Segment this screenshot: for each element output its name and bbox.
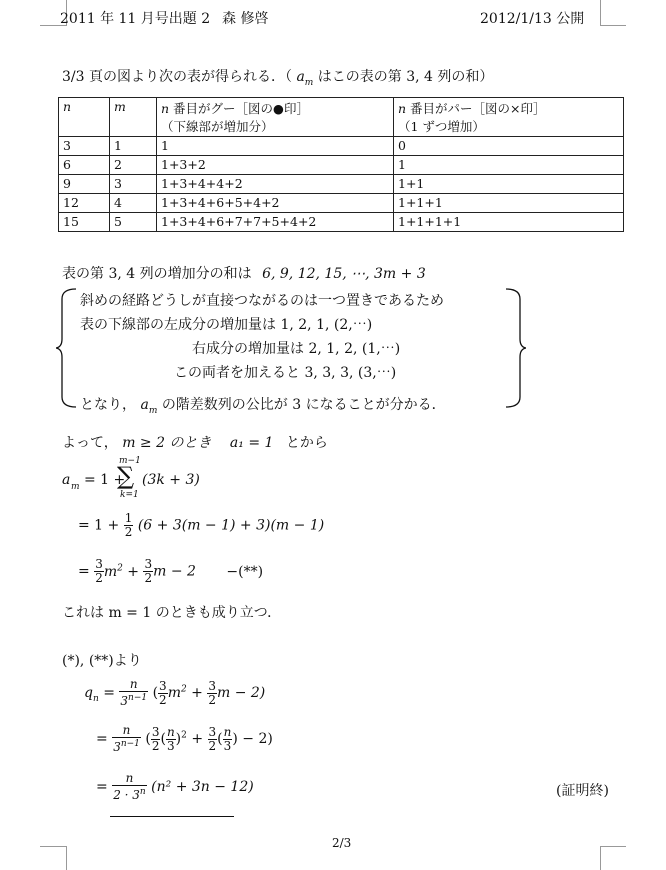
header-left: 2011 年 11 月号出題 2	[60, 11, 211, 27]
crop-mark	[600, 846, 601, 870]
crop-mark	[600, 25, 626, 26]
crop-mark	[66, 846, 67, 870]
intro-text: 3/3 頁の図より次の表が得られる．（ $a_m$ はこの表の第 3, 4 列の和）	[62, 69, 494, 88]
table-row: 6 2 1+3+2 1	[59, 156, 624, 175]
table-header-row	[59, 98, 624, 137]
equation-q2: = $\frac{n}{3^{n-1}}$ ( $\frac{3}{2}$ ( $\frac{n}{3}$ )$^2$ + $\frac{3}{2}$ ( $\frac{n}{3}$ ) − 2)	[96, 723, 273, 754]
qed-label: (証明終)	[556, 783, 609, 799]
brace-line4: この両者を加えると 3, 3, 3, (3,⋯)	[174, 365, 397, 381]
data-table	[58, 97, 624, 232]
header-pa: n 番目がパー［図の×印］ （1 ずつ増加）	[394, 98, 624, 137]
from-line: (*), (**)より	[62, 653, 142, 669]
header-n: n	[59, 98, 110, 137]
crop-mark	[40, 846, 66, 847]
brace-line5: となり， $a_m$ の階差数列の公比が 3 になることが分かる．	[80, 397, 446, 416]
final-underline	[110, 816, 234, 817]
equation-final: = $\frac{n}{2 \cdot 3^n}$ (n² + 3n − 12)	[96, 771, 254, 802]
crop-mark	[600, 0, 601, 26]
bracket-right	[504, 287, 526, 409]
table-row: 3 1 1 0	[59, 137, 624, 156]
crop-mark	[600, 846, 626, 847]
sum-line: 表の第 3, 4 列の増加分の和は 6, 9, 12, 15, ⋯, 3m + 3	[62, 266, 426, 282]
header-gu: n 番目がグー［図の●印］ （下線部が増加分）	[157, 98, 394, 137]
table-row: 12 4 1+3+4+6+5+4+2 1+1+1	[59, 194, 624, 213]
brace-line1: 斜めの経路どうしが直接つながるのは一つ置きであるため	[80, 293, 444, 309]
table-row: 9 3 1+3+4+4+2 1+1	[59, 175, 624, 194]
proof-intro: よって， m ≥ 2 のとき a₁ = 1 とから	[62, 435, 328, 451]
equation-q1: $q_n$ = $\frac{n}{3^{n-1}}$ ( $\frac{3}{2}$ $m^2$ + $\frac{3}{2}$ m − 2)	[84, 677, 266, 708]
header-author: 森 修啓	[222, 11, 269, 27]
table-row: 15 5 1+3+4+6+7+7+5+4+2 1+1+1+1	[59, 213, 624, 232]
equation-result: = $\frac{3}{2}$ $m^2$ + $\frac{3}{2}$ m − 2 −(**)	[78, 557, 264, 585]
page-number: 2/3	[332, 836, 352, 850]
equation-expand: = 1 + $\frac{1}{2}$ (6 + 3(m − 1) + 3)(m − 1)	[78, 511, 325, 539]
brace-line3: 右成分の増加量は 2, 1, 2, (1,⋯)	[192, 341, 401, 357]
header-date: 2012/1/13 公開	[480, 11, 585, 27]
bracket-left	[56, 287, 78, 409]
brace-line2: 表の下線部の左成分の増加量は 1, 2, 1, (2,⋯)	[80, 317, 373, 333]
header-m: m	[110, 98, 157, 137]
holds-line: これは m = 1 のときも成り立つ．	[62, 605, 282, 621]
